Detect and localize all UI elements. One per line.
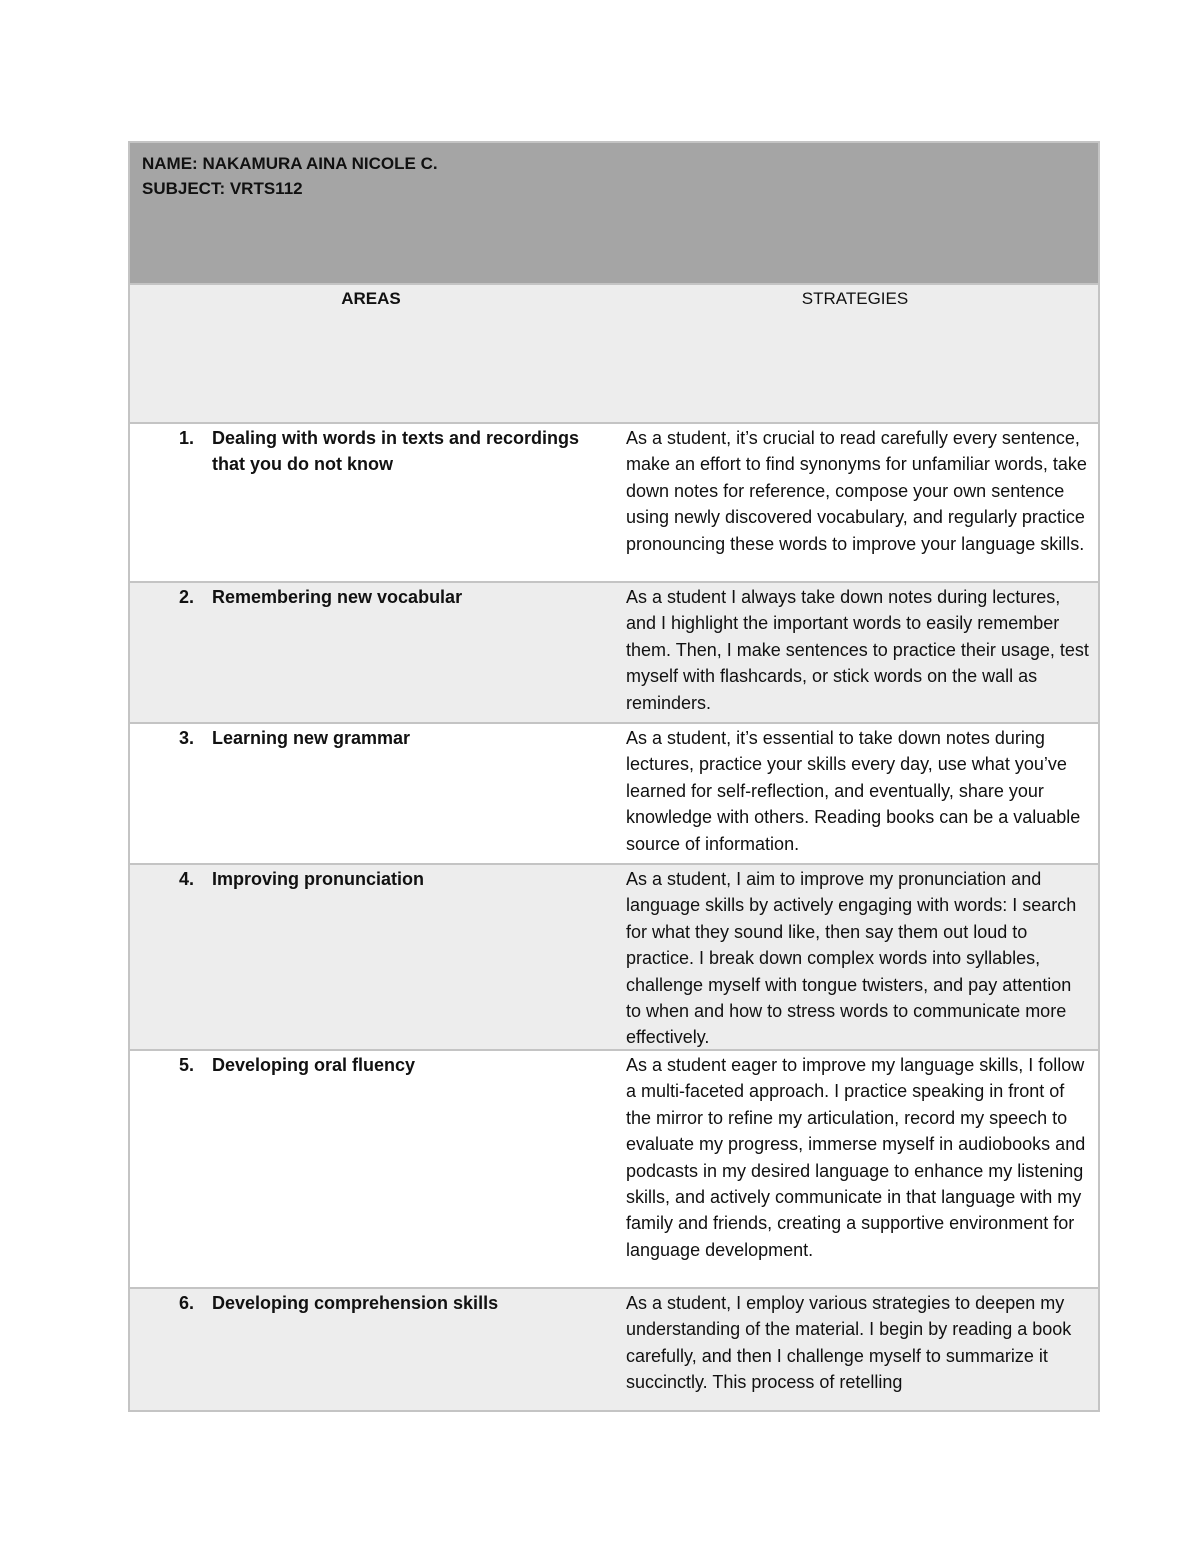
- area-number: 4.: [178, 869, 194, 889]
- table-row: [130, 583, 1098, 724]
- strategy-cell: As a student, I employ various strategies to deepen my understanding of the material. I begin by reading a book carefully, and then I challenge myself to summarize it succinctly. This process of retelling: [626, 1293, 1072, 1393]
- strategies-table: [128, 141, 1100, 1412]
- areas-column-header: AREAS: [341, 289, 401, 308]
- subject-code: SUBJECT: VRTS112: [142, 179, 303, 198]
- area-cell: [130, 583, 612, 722]
- area-title: Remembering new vocabular: [212, 587, 463, 607]
- table-row: [130, 865, 1098, 1051]
- area-cell: [130, 424, 612, 581]
- area-title: Dealing with words in texts and recordings that you do not know: [212, 428, 580, 475]
- column-header-row: [130, 285, 1098, 424]
- strategy-cell: As a student, I aim to improve my pronunciation and language skills by actively engaging with words: I search for what they sound like, then say them out loud to practice. I break down complex words into syllables, challenge myself with tongue twisters, and pay attention to when and how to stress words to communicate more effectively.: [626, 869, 1077, 1048]
- strategies-column-header: STRATEGIES: [801, 289, 909, 308]
- area-cell: [130, 724, 612, 863]
- area-title: Improving pronunciation: [212, 869, 424, 889]
- area-title: Developing oral fluency: [212, 1055, 416, 1075]
- table-header: [130, 143, 1098, 285]
- area-title: Learning new grammar: [212, 728, 411, 748]
- area-cell: [130, 1051, 612, 1287]
- area-title: Developing comprehension skills: [212, 1293, 499, 1313]
- area-cell: [130, 865, 612, 1049]
- table-row: [130, 1289, 1098, 1410]
- table-row: [130, 424, 1098, 583]
- area-number: 1.: [178, 428, 194, 448]
- strategy-cell: As a student eager to improve my language skills, I follow a multi-faceted approach. I practice speaking in front of the mirror to refine my articulation, record my speech to evaluate my progress, immerse myself in audiobooks and podcasts in my desired language to enhance my listening skills, and actively communicate in that language with my family and friends, creating a supportive environment for language development.: [626, 1055, 1086, 1260]
- strategy-cell: As a student, it’s crucial to read carefully every sentence, make an effort to find synonyms for unfamiliar words, take down notes for reference, compose your own sentence using newly discovered vocabulary, and regularly practice pronouncing these words to improve your language skills.: [626, 428, 1087, 554]
- student-name: NAME: NAKAMURA AINA NICOLE C.: [142, 154, 438, 173]
- strategy-cell: As a student, it’s essential to take down notes during lectures, practice your skills every day, use what you’ve learned for self-reflection, and eventually, share your knowledge with others. Reading books can be a valuable source of information.: [626, 728, 1081, 854]
- strategy-cell: As a student I always take down notes during lectures, and I highlight the important words to easily remember them. Then, I make sentences to practice their usage, test myself with flashcards, or stick words on the wall as reminders.: [626, 587, 1089, 713]
- area-number: 5.: [178, 1055, 194, 1075]
- area-number: 6.: [178, 1293, 194, 1313]
- area-cell: [130, 1289, 612, 1410]
- area-number: 3.: [178, 728, 194, 748]
- area-number: 2.: [178, 587, 194, 607]
- table-row: [130, 1051, 1098, 1289]
- table-row: [130, 724, 1098, 865]
